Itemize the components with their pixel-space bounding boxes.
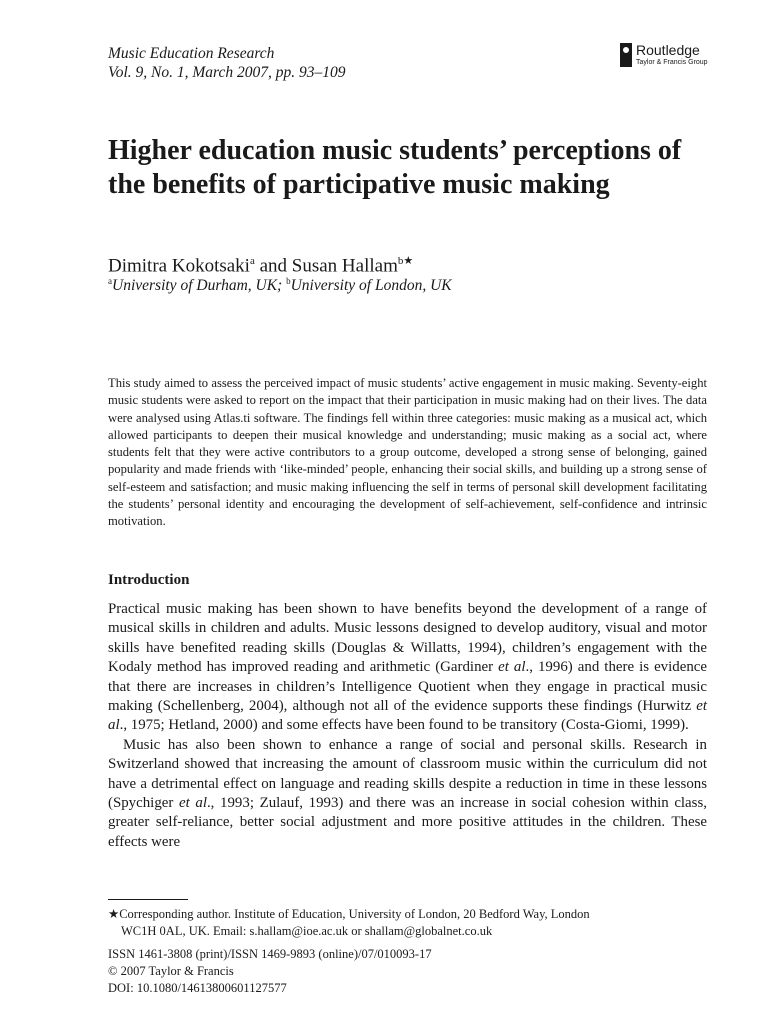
text-run-italic: et al [178,795,207,812]
publisher-name: Routledge [636,42,700,58]
affiliation-mark: b [286,276,291,286]
journal-header [108,44,346,82]
body-text [108,600,707,852]
abstract: This study aimed to assess the perceived impact of music students’ active engagement in music making. Seventy-eight music students were asked to report on the impact that their participation in music making had on their lives. The data were analysed using Atlas.ti software. The findings fell within three categories: music making as a musical act, which allowed participants to deepen their musical knowledge and understanding; music making as a social act, where students felt that they were active contributors to a group outcome, developed a strong sense of belonging, gained popularity and made friends with ‘like-minded’ people, enhancing their social skills, and building up a strong sense of self-esteem and satisfaction; and music making influencing the self in terms of personal skill development facilitating the students’ personal identity and encouraging the development of self-achievement, self-confidence and intrinsic motivation. [108,376,707,529]
paragraph [108,600,707,736]
text-run: ., 1975; Hetland, 2000) and some effects have been found to be transitory (Costa-Giomi, 1999). [119,717,689,734]
author-affiliation-mark: a [249,255,255,267]
doi: DOI: 10.1080/14613800601127577 [108,981,287,995]
footnote-line: WC1H 0AL, UK. Email: s.hallam@ioe.ac.uk or shallam@globalnet.co.uk [121,924,493,938]
imprint [108,946,432,997]
text-run-italic: et al [498,659,526,676]
article-title: Higher education music students’ perceptions of the benefits of participative music making [108,135,682,200]
publisher-logo [620,43,708,67]
text-run: Practical music making has been shown to have benefits beyond the development of a range of musical skills in children and adults. Music lessons designed to develop auditory, visual and motor skills have benefited reading skills (Douglas & Willatts, 1994), children’s engagement with the Kodaly method has improved reading and arithmetic (Gardiner [108,601,707,676]
author-connector: and [254,255,292,277]
journal-volume: Vol. 9, No. 1, March 2007, pp. 93–109 [108,64,346,81]
footnote-line: ★Corresponding author. Institute of Education, University of London, 20 Bedford Way, London [108,907,590,921]
text-run: Music has also been shown to enhance a range of social and personal skills. Research in Switzerland showed that increasing the amount of classroom music within the curriculum did not have a detrimental effect on language and reading skills despite a reduction in time in these lessons (Spychiger [108,736,707,812]
text-run-italic: et al [108,698,707,734]
author-name: Susan Hallam [291,255,398,277]
affiliations [108,272,452,295]
author-affiliation-mark: b★ [397,255,414,267]
footnote-corresponding-author [108,906,707,940]
author-name: Dimitra Kokotsaki [108,255,250,277]
publisher-subtitle: Taylor & Francis Group [636,59,708,66]
text-run: ., 1996) and there is evidence that there are increases in children’s Intelligence Quotient when they engage in practical music making (Schellenberg, 2004), although not all of the evidence supports these findings (Hurwitz [108,659,707,715]
affiliation-text: University of Durham, UK; [112,277,287,295]
affiliation-mark: a [108,276,112,286]
text-run: ., 1993; Zulauf, 1993) and there was an increase in social cohesion within class, greater self-reliance, better social adjustment and more positive attitudes in the children. These effects were [108,795,707,850]
affiliation-text: University of London, UK [290,277,452,295]
routledge-logo-icon [620,43,632,67]
footnote-divider [108,899,188,900]
paragraph [108,736,707,852]
copyright: © 2007 Taylor & Francis [108,964,234,978]
issn: ISSN 1461-3808 (print)/ISSN 1469-9893 (online)/07/010093-17 [108,947,432,961]
journal-name: Music Education Research [108,45,275,62]
section-heading-introduction: Introduction [108,572,190,588]
